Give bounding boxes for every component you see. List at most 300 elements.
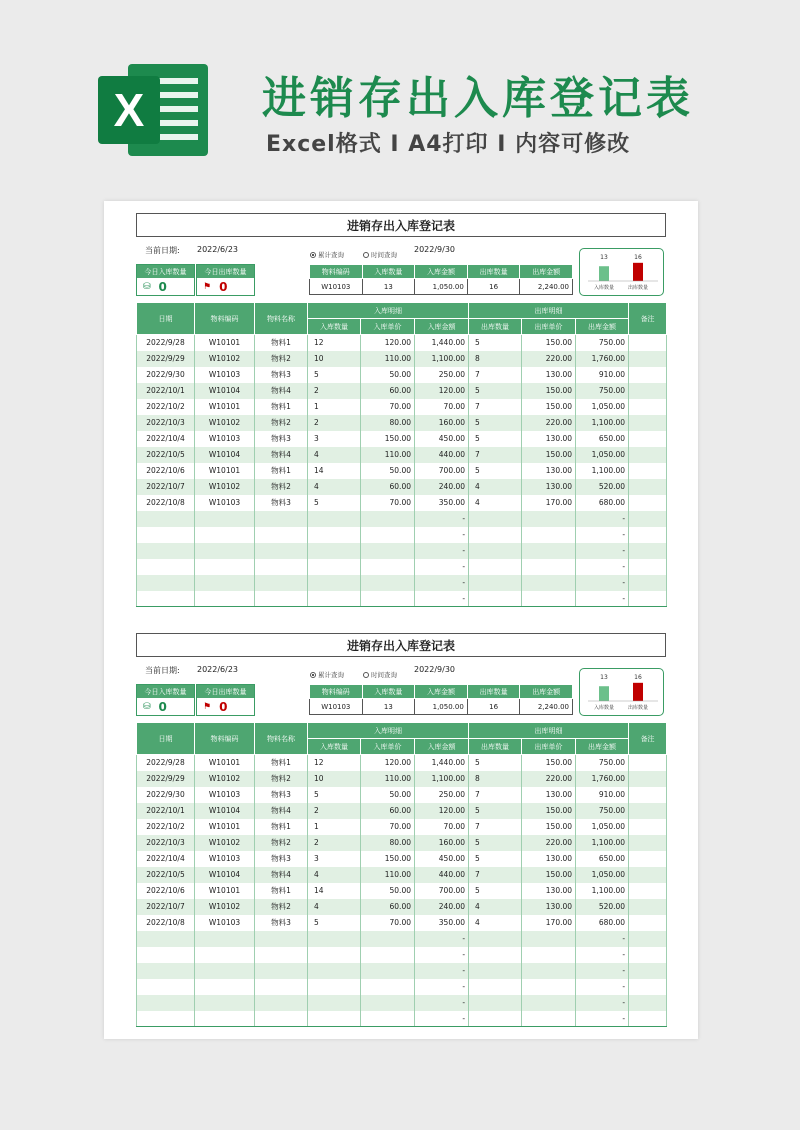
cell-out-qty[interactable]: 5 bbox=[469, 883, 522, 899]
cell-note[interactable] bbox=[629, 543, 667, 559]
cell-in-qty[interactable] bbox=[308, 559, 361, 575]
cell-in-qty[interactable]: 10 bbox=[308, 351, 361, 367]
cell-in-qty[interactable] bbox=[308, 995, 361, 1011]
cell-out-qty[interactable]: 5 bbox=[469, 835, 522, 851]
cell-in-qty[interactable]: 2 bbox=[308, 835, 361, 851]
cell-in-price[interactable]: 50.00 bbox=[361, 367, 415, 383]
cell-in-price[interactable]: 110.00 bbox=[361, 771, 415, 787]
cell-in-qty[interactable]: 2 bbox=[308, 803, 361, 819]
cell-out-amount[interactable]: 1,050.00 bbox=[576, 819, 629, 835]
cell-note[interactable] bbox=[629, 511, 667, 527]
cell-name[interactable] bbox=[255, 575, 308, 591]
cell-in-qty[interactable]: 12 bbox=[308, 755, 361, 771]
cell-date[interactable]: 2022/10/7 bbox=[137, 899, 195, 915]
cell-code[interactable]: W10102 bbox=[195, 835, 255, 851]
cell-note[interactable] bbox=[629, 447, 667, 463]
cell-code[interactable] bbox=[195, 543, 255, 559]
cell-in-amount[interactable]: 1,440.00 bbox=[415, 755, 469, 771]
cell-code[interactable]: W10101 bbox=[195, 335, 255, 351]
cell-out-amount[interactable]: - bbox=[576, 963, 629, 979]
cell-in-amount[interactable]: 350.00 bbox=[415, 915, 469, 931]
cell-code[interactable]: W10101 bbox=[195, 399, 255, 415]
cell-out-price[interactable]: 130.00 bbox=[522, 899, 576, 915]
cell-out-amount[interactable]: 1,100.00 bbox=[576, 463, 629, 479]
cell-out-qty[interactable] bbox=[469, 947, 522, 963]
cell-in-qty[interactable]: 4 bbox=[308, 447, 361, 463]
cell-in-qty[interactable]: 14 bbox=[308, 883, 361, 899]
cell-date[interactable] bbox=[137, 575, 195, 591]
cell-out-amount[interactable]: 650.00 bbox=[576, 431, 629, 447]
cell-in-price[interactable]: 50.00 bbox=[361, 787, 415, 803]
cell-date[interactable]: 2022/10/8 bbox=[137, 495, 195, 511]
cell-in-amount[interactable]: - bbox=[415, 511, 469, 527]
cell-date[interactable]: 2022/10/1 bbox=[137, 803, 195, 819]
cell-in-amount[interactable]: 240.00 bbox=[415, 899, 469, 915]
cell-code[interactable]: W10102 bbox=[195, 351, 255, 367]
cell-out-amount[interactable]: - bbox=[576, 947, 629, 963]
cell-in-price[interactable]: 110.00 bbox=[361, 867, 415, 883]
cell-in-price[interactable] bbox=[361, 559, 415, 575]
cell-code[interactable]: W10103 bbox=[195, 495, 255, 511]
cell-out-amount[interactable]: - bbox=[576, 591, 629, 607]
cell-in-qty[interactable]: 4 bbox=[308, 479, 361, 495]
cell-out-qty[interactable] bbox=[469, 543, 522, 559]
cell-out-qty[interactable] bbox=[469, 591, 522, 607]
cell-in-qty[interactable]: 5 bbox=[308, 915, 361, 931]
cell-code[interactable]: W10102 bbox=[195, 415, 255, 431]
cell-name[interactable] bbox=[255, 947, 308, 963]
cell-in-price[interactable]: 60.00 bbox=[361, 899, 415, 915]
cell-in-qty[interactable]: 12 bbox=[308, 335, 361, 351]
cell-in-price[interactable]: 60.00 bbox=[361, 803, 415, 819]
cell-in-qty[interactable] bbox=[308, 575, 361, 591]
cell-name[interactable] bbox=[255, 511, 308, 527]
cell-out-qty[interactable]: 8 bbox=[469, 351, 522, 367]
cell-out-qty[interactable]: 5 bbox=[469, 415, 522, 431]
cell-date[interactable]: 2022/9/28 bbox=[137, 335, 195, 351]
cell-out-price[interactable]: 130.00 bbox=[522, 367, 576, 383]
cell-note[interactable] bbox=[629, 559, 667, 575]
cell-name[interactable]: 物料3 bbox=[255, 915, 308, 931]
cell-in-amount[interactable]: - bbox=[415, 591, 469, 607]
cell-date[interactable] bbox=[137, 559, 195, 575]
cell-out-amount[interactable]: 1,050.00 bbox=[576, 867, 629, 883]
cell-out-amount[interactable]: - bbox=[576, 575, 629, 591]
cell-date[interactable]: 2022/9/30 bbox=[137, 787, 195, 803]
cell-in-qty[interactable] bbox=[308, 543, 361, 559]
cell-out-qty[interactable]: 5 bbox=[469, 383, 522, 399]
cell-in-price[interactable] bbox=[361, 931, 415, 947]
cell-code[interactable]: W10101 bbox=[195, 755, 255, 771]
cell-in-amount[interactable]: 1,440.00 bbox=[415, 335, 469, 351]
cell-out-qty[interactable] bbox=[469, 979, 522, 995]
cell-in-price[interactable]: 80.00 bbox=[361, 835, 415, 851]
cell-code[interactable]: W10102 bbox=[195, 479, 255, 495]
cell-date[interactable]: 2022/10/3 bbox=[137, 835, 195, 851]
cell-name[interactable]: 物料1 bbox=[255, 883, 308, 899]
cell-out-qty[interactable]: 7 bbox=[469, 867, 522, 883]
cell-code[interactable] bbox=[195, 527, 255, 543]
cell-in-price[interactable]: 110.00 bbox=[361, 351, 415, 367]
cell-name[interactable] bbox=[255, 527, 308, 543]
cell-note[interactable] bbox=[629, 883, 667, 899]
cell-name[interactable] bbox=[255, 591, 308, 607]
cell-note[interactable] bbox=[629, 915, 667, 931]
cell-in-qty[interactable] bbox=[308, 527, 361, 543]
cell-note[interactable] bbox=[629, 415, 667, 431]
cell-out-price[interactable] bbox=[522, 511, 576, 527]
cell-date[interactable] bbox=[137, 979, 195, 995]
cell-date[interactable] bbox=[137, 527, 195, 543]
cell-in-price[interactable]: 150.00 bbox=[361, 851, 415, 867]
cell-out-amount[interactable]: - bbox=[576, 511, 629, 527]
cell-in-price[interactable] bbox=[361, 543, 415, 559]
cell-date[interactable] bbox=[137, 591, 195, 607]
cell-out-amount[interactable]: 650.00 bbox=[576, 851, 629, 867]
radio-cumulative-query[interactable]: 累计查询 bbox=[310, 250, 344, 259]
cell-in-amount[interactable]: 160.00 bbox=[415, 415, 469, 431]
cell-out-price[interactable]: 130.00 bbox=[522, 479, 576, 495]
cell-in-price[interactable]: 70.00 bbox=[361, 819, 415, 835]
cell-code[interactable]: W10101 bbox=[195, 463, 255, 479]
cell-note[interactable] bbox=[629, 771, 667, 787]
cell-name[interactable]: 物料1 bbox=[255, 335, 308, 351]
cell-out-qty[interactable] bbox=[469, 995, 522, 1011]
summary-code-input[interactable]: W10103 bbox=[310, 279, 363, 295]
cell-in-amount[interactable]: - bbox=[415, 947, 469, 963]
cell-out-price[interactable]: 220.00 bbox=[522, 351, 576, 367]
cell-in-price[interactable]: 60.00 bbox=[361, 479, 415, 495]
cell-note[interactable] bbox=[629, 867, 667, 883]
cell-date[interactable]: 2022/10/1 bbox=[137, 383, 195, 399]
cell-out-price[interactable] bbox=[522, 947, 576, 963]
cell-out-amount[interactable]: 910.00 bbox=[576, 367, 629, 383]
cell-note[interactable] bbox=[629, 335, 667, 351]
cell-code[interactable]: W10101 bbox=[195, 819, 255, 835]
cell-in-price[interactable]: 70.00 bbox=[361, 915, 415, 931]
cell-out-qty[interactable] bbox=[469, 575, 522, 591]
cell-note[interactable] bbox=[629, 591, 667, 607]
cell-out-price[interactable] bbox=[522, 559, 576, 575]
radio-cumulative-query[interactable]: 累计查询 bbox=[310, 670, 344, 679]
cell-out-amount[interactable]: 1,100.00 bbox=[576, 883, 629, 899]
cell-in-price[interactable]: 110.00 bbox=[361, 447, 415, 463]
cell-code[interactable] bbox=[195, 575, 255, 591]
cell-in-price[interactable] bbox=[361, 511, 415, 527]
cell-out-qty[interactable]: 7 bbox=[469, 787, 522, 803]
cell-out-price[interactable]: 170.00 bbox=[522, 495, 576, 511]
cell-name[interactable]: 物料2 bbox=[255, 835, 308, 851]
cell-date[interactable]: 2022/10/5 bbox=[137, 867, 195, 883]
cell-name[interactable]: 物料1 bbox=[255, 463, 308, 479]
cell-name[interactable]: 物料4 bbox=[255, 867, 308, 883]
cell-out-price[interactable]: 150.00 bbox=[522, 755, 576, 771]
cell-date[interactable]: 2022/9/28 bbox=[137, 755, 195, 771]
cell-note[interactable] bbox=[629, 947, 667, 963]
cell-date[interactable]: 2022/10/7 bbox=[137, 479, 195, 495]
cell-in-amount[interactable]: 250.00 bbox=[415, 367, 469, 383]
cell-name[interactable] bbox=[255, 963, 308, 979]
cell-in-qty[interactable]: 3 bbox=[308, 851, 361, 867]
cell-code[interactable]: W10103 bbox=[195, 915, 255, 931]
cell-note[interactable] bbox=[629, 899, 667, 915]
cell-date[interactable] bbox=[137, 543, 195, 559]
cell-name[interactable]: 物料1 bbox=[255, 755, 308, 771]
cell-date[interactable] bbox=[137, 931, 195, 947]
cell-in-amount[interactable]: 450.00 bbox=[415, 851, 469, 867]
cell-code[interactable] bbox=[195, 511, 255, 527]
cell-out-price[interactable] bbox=[522, 979, 576, 995]
cell-name[interactable]: 物料4 bbox=[255, 803, 308, 819]
cell-in-price[interactable]: 60.00 bbox=[361, 383, 415, 399]
cell-code[interactable] bbox=[195, 931, 255, 947]
cell-in-qty[interactable]: 2 bbox=[308, 383, 361, 399]
cell-in-price[interactable]: 120.00 bbox=[361, 755, 415, 771]
cell-in-price[interactable]: 70.00 bbox=[361, 399, 415, 415]
cell-note[interactable] bbox=[629, 367, 667, 383]
cell-note[interactable] bbox=[629, 803, 667, 819]
cell-note[interactable] bbox=[629, 755, 667, 771]
cell-code[interactable] bbox=[195, 947, 255, 963]
cell-code[interactable]: W10104 bbox=[195, 803, 255, 819]
cell-out-qty[interactable]: 7 bbox=[469, 399, 522, 415]
cell-date[interactable] bbox=[137, 995, 195, 1011]
cell-out-qty[interactable]: 4 bbox=[469, 479, 522, 495]
cell-note[interactable] bbox=[629, 787, 667, 803]
cell-date[interactable]: 2022/10/4 bbox=[137, 431, 195, 447]
cell-out-amount[interactable]: 750.00 bbox=[576, 755, 629, 771]
cell-in-qty[interactable] bbox=[308, 979, 361, 995]
cell-out-qty[interactable]: 5 bbox=[469, 335, 522, 351]
cell-note[interactable] bbox=[629, 351, 667, 367]
cell-out-price[interactable] bbox=[522, 995, 576, 1011]
cell-out-amount[interactable]: - bbox=[576, 931, 629, 947]
cell-name[interactable]: 物料3 bbox=[255, 851, 308, 867]
cell-in-price[interactable]: 120.00 bbox=[361, 335, 415, 351]
cell-note[interactable] bbox=[629, 963, 667, 979]
cell-out-price[interactable]: 150.00 bbox=[522, 867, 576, 883]
cell-note[interactable] bbox=[629, 819, 667, 835]
cell-out-price[interactable] bbox=[522, 575, 576, 591]
cell-code[interactable] bbox=[195, 995, 255, 1011]
cell-out-qty[interactable]: 8 bbox=[469, 771, 522, 787]
summary-code-input[interactable]: W10103 bbox=[310, 699, 363, 715]
cell-in-amount[interactable]: 1,100.00 bbox=[415, 351, 469, 367]
cell-in-amount[interactable]: 70.00 bbox=[415, 819, 469, 835]
cell-in-amount[interactable]: 700.00 bbox=[415, 883, 469, 899]
cell-out-amount[interactable]: 1,050.00 bbox=[576, 447, 629, 463]
cell-code[interactable] bbox=[195, 559, 255, 575]
cell-in-price[interactable] bbox=[361, 1011, 415, 1027]
cell-out-price[interactable]: 170.00 bbox=[522, 915, 576, 931]
cell-note[interactable] bbox=[629, 995, 667, 1011]
cell-name[interactable] bbox=[255, 995, 308, 1011]
cell-in-amount[interactable]: 450.00 bbox=[415, 431, 469, 447]
cell-out-price[interactable] bbox=[522, 527, 576, 543]
cell-code[interactable] bbox=[195, 1011, 255, 1027]
cell-date[interactable]: 2022/9/29 bbox=[137, 771, 195, 787]
cell-note[interactable] bbox=[629, 399, 667, 415]
cell-in-qty[interactable]: 14 bbox=[308, 463, 361, 479]
cell-out-price[interactable]: 150.00 bbox=[522, 819, 576, 835]
cell-out-amount[interactable]: 520.00 bbox=[576, 479, 629, 495]
cell-out-amount[interactable]: - bbox=[576, 979, 629, 995]
cell-in-amount[interactable]: 240.00 bbox=[415, 479, 469, 495]
cell-name[interactable]: 物料3 bbox=[255, 367, 308, 383]
cell-out-amount[interactable]: 1,100.00 bbox=[576, 415, 629, 431]
cell-name[interactable]: 物料2 bbox=[255, 479, 308, 495]
cell-note[interactable] bbox=[629, 495, 667, 511]
cell-in-qty[interactable]: 1 bbox=[308, 819, 361, 835]
cell-note[interactable] bbox=[629, 979, 667, 995]
cell-note[interactable] bbox=[629, 835, 667, 851]
cell-out-price[interactable]: 130.00 bbox=[522, 787, 576, 803]
cell-out-amount[interactable]: 1,760.00 bbox=[576, 771, 629, 787]
cell-code[interactable] bbox=[195, 979, 255, 995]
cell-out-qty[interactable]: 7 bbox=[469, 819, 522, 835]
cell-in-qty[interactable] bbox=[308, 591, 361, 607]
cell-note[interactable] bbox=[629, 463, 667, 479]
cell-in-price[interactable] bbox=[361, 979, 415, 995]
cell-in-qty[interactable]: 5 bbox=[308, 787, 361, 803]
cell-in-price[interactable] bbox=[361, 575, 415, 591]
cell-name[interactable]: 物料1 bbox=[255, 819, 308, 835]
cell-in-amount[interactable]: - bbox=[415, 575, 469, 591]
cell-name[interactable] bbox=[255, 979, 308, 995]
cell-out-qty[interactable]: 5 bbox=[469, 431, 522, 447]
cell-note[interactable] bbox=[629, 575, 667, 591]
cell-note[interactable] bbox=[629, 1011, 667, 1027]
cell-in-price[interactable]: 50.00 bbox=[361, 463, 415, 479]
cell-date[interactable]: 2022/10/6 bbox=[137, 463, 195, 479]
radio-time-query[interactable]: 时间查询 bbox=[363, 670, 397, 679]
cell-out-qty[interactable]: 7 bbox=[469, 367, 522, 383]
cell-out-qty[interactable]: 5 bbox=[469, 463, 522, 479]
cell-date[interactable]: 2022/10/3 bbox=[137, 415, 195, 431]
cell-out-amount[interactable]: 680.00 bbox=[576, 495, 629, 511]
cell-out-price[interactable] bbox=[522, 931, 576, 947]
cell-name[interactable] bbox=[255, 931, 308, 947]
cell-out-price[interactable]: 130.00 bbox=[522, 431, 576, 447]
cell-in-price[interactable] bbox=[361, 995, 415, 1011]
cell-in-price[interactable] bbox=[361, 963, 415, 979]
cell-out-price[interactable]: 130.00 bbox=[522, 851, 576, 867]
cell-out-qty[interactable]: 4 bbox=[469, 495, 522, 511]
cell-code[interactable] bbox=[195, 591, 255, 607]
cell-in-qty[interactable] bbox=[308, 511, 361, 527]
cell-in-amount[interactable]: 250.00 bbox=[415, 787, 469, 803]
cell-in-price[interactable]: 80.00 bbox=[361, 415, 415, 431]
cell-out-price[interactable]: 150.00 bbox=[522, 335, 576, 351]
cell-code[interactable]: W10104 bbox=[195, 867, 255, 883]
cell-out-amount[interactable]: - bbox=[576, 543, 629, 559]
cell-in-qty[interactable]: 2 bbox=[308, 415, 361, 431]
cell-out-qty[interactable]: 4 bbox=[469, 915, 522, 931]
cell-out-amount[interactable]: 910.00 bbox=[576, 787, 629, 803]
cell-name[interactable] bbox=[255, 1011, 308, 1027]
cell-date[interactable]: 2022/10/4 bbox=[137, 851, 195, 867]
cell-out-qty[interactable]: 7 bbox=[469, 447, 522, 463]
cell-date[interactable]: 2022/9/30 bbox=[137, 367, 195, 383]
cell-date[interactable]: 2022/10/6 bbox=[137, 883, 195, 899]
cell-code[interactable]: W10103 bbox=[195, 431, 255, 447]
cell-out-qty[interactable]: 4 bbox=[469, 899, 522, 915]
cell-in-qty[interactable]: 4 bbox=[308, 867, 361, 883]
cell-out-qty[interactable]: 5 bbox=[469, 755, 522, 771]
cell-out-price[interactable] bbox=[522, 591, 576, 607]
cell-out-amount[interactable]: - bbox=[576, 995, 629, 1011]
cell-date[interactable] bbox=[137, 1011, 195, 1027]
cell-in-qty[interactable]: 10 bbox=[308, 771, 361, 787]
cell-out-price[interactable]: 220.00 bbox=[522, 415, 576, 431]
cell-in-amount[interactable]: 700.00 bbox=[415, 463, 469, 479]
cell-out-amount[interactable]: 750.00 bbox=[576, 383, 629, 399]
cell-in-amount[interactable]: - bbox=[415, 995, 469, 1011]
cell-out-price[interactable]: 150.00 bbox=[522, 399, 576, 415]
cell-date[interactable]: 2022/10/2 bbox=[137, 819, 195, 835]
cell-out-amount[interactable]: - bbox=[576, 1011, 629, 1027]
cell-in-qty[interactable] bbox=[308, 931, 361, 947]
cell-out-qty[interactable]: 5 bbox=[469, 803, 522, 819]
cell-out-amount[interactable]: 680.00 bbox=[576, 915, 629, 931]
cell-date[interactable]: 2022/9/29 bbox=[137, 351, 195, 367]
cell-in-amount[interactable]: 120.00 bbox=[415, 383, 469, 399]
cell-code[interactable]: W10103 bbox=[195, 851, 255, 867]
cell-out-qty[interactable] bbox=[469, 527, 522, 543]
cell-name[interactable] bbox=[255, 543, 308, 559]
cell-in-amount[interactable]: 350.00 bbox=[415, 495, 469, 511]
cell-in-qty[interactable]: 4 bbox=[308, 899, 361, 915]
cell-code[interactable] bbox=[195, 963, 255, 979]
cell-in-price[interactable]: 50.00 bbox=[361, 883, 415, 899]
cell-out-amount[interactable]: 750.00 bbox=[576, 335, 629, 351]
cell-name[interactable]: 物料4 bbox=[255, 383, 308, 399]
cell-in-price[interactable]: 150.00 bbox=[361, 431, 415, 447]
cell-out-qty[interactable] bbox=[469, 511, 522, 527]
cell-in-amount[interactable]: - bbox=[415, 543, 469, 559]
cell-out-price[interactable] bbox=[522, 1011, 576, 1027]
cell-in-qty[interactable] bbox=[308, 1011, 361, 1027]
cell-out-amount[interactable]: 1,760.00 bbox=[576, 351, 629, 367]
cell-out-qty[interactable]: 5 bbox=[469, 851, 522, 867]
cell-out-price[interactable]: 220.00 bbox=[522, 835, 576, 851]
cell-in-amount[interactable]: 440.00 bbox=[415, 447, 469, 463]
cell-note[interactable] bbox=[629, 479, 667, 495]
cell-out-price[interactable]: 150.00 bbox=[522, 447, 576, 463]
cell-date[interactable] bbox=[137, 947, 195, 963]
cell-in-amount[interactable]: 1,100.00 bbox=[415, 771, 469, 787]
cell-name[interactable]: 物料4 bbox=[255, 447, 308, 463]
cell-out-price[interactable]: 150.00 bbox=[522, 803, 576, 819]
cell-in-qty[interactable]: 3 bbox=[308, 431, 361, 447]
cell-out-amount[interactable]: 520.00 bbox=[576, 899, 629, 915]
cell-note[interactable] bbox=[629, 851, 667, 867]
cell-out-price[interactable] bbox=[522, 963, 576, 979]
cell-in-amount[interactable]: - bbox=[415, 1011, 469, 1027]
cell-in-amount[interactable]: - bbox=[415, 963, 469, 979]
cell-in-amount[interactable]: - bbox=[415, 527, 469, 543]
cell-code[interactable]: W10102 bbox=[195, 771, 255, 787]
cell-in-amount[interactable]: 70.00 bbox=[415, 399, 469, 415]
cell-code[interactable]: W10103 bbox=[195, 367, 255, 383]
cell-date[interactable]: 2022/10/2 bbox=[137, 399, 195, 415]
cell-in-amount[interactable]: 160.00 bbox=[415, 835, 469, 851]
cell-out-price[interactable]: 150.00 bbox=[522, 383, 576, 399]
cell-code[interactable]: W10102 bbox=[195, 899, 255, 915]
cell-code[interactable]: W10101 bbox=[195, 883, 255, 899]
cell-name[interactable]: 物料2 bbox=[255, 899, 308, 915]
cell-note[interactable] bbox=[629, 527, 667, 543]
